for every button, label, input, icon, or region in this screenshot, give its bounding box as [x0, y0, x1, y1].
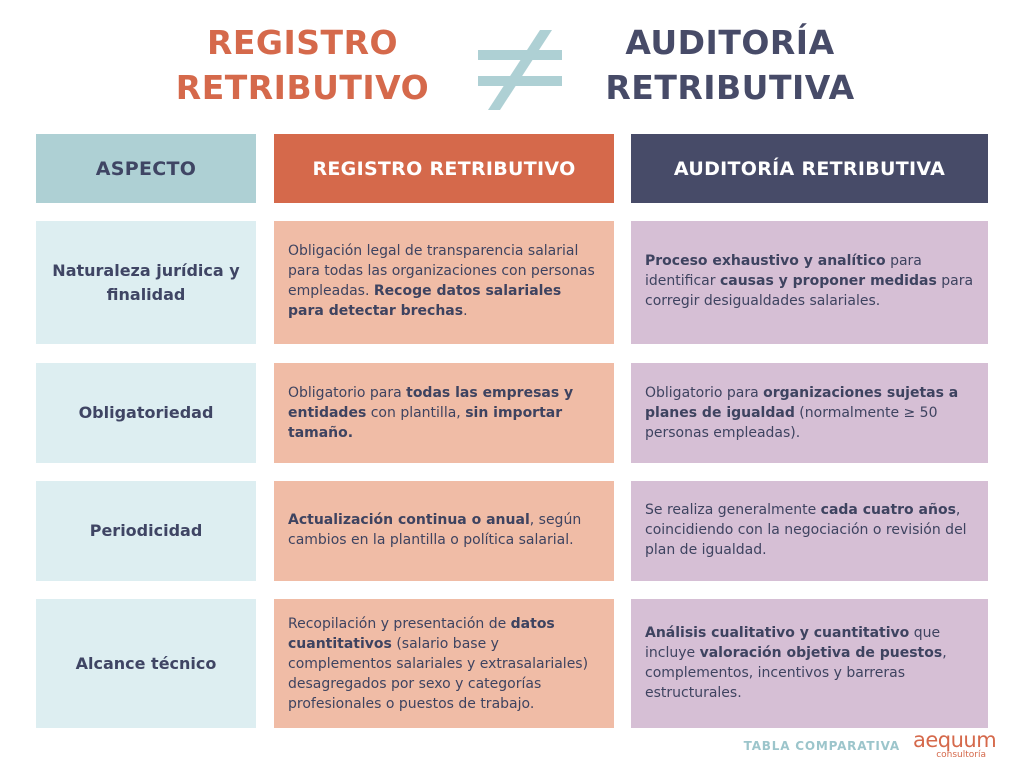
aspect-alcance: Alcance técnico — [36, 599, 256, 728]
cell-text: (normalmente ≥ 50 personas empleadas). — [645, 405, 938, 441]
auditoria-cell-alcance — [631, 599, 988, 728]
cell-text-bold: Recoge datos salariales para detectar brechas — [288, 283, 562, 319]
title-registro-line1: REGISTRO — [206, 23, 399, 62]
cell-text: para identificar — [645, 253, 922, 289]
cell-text: , complementos, incentivos y barreras estructurales. — [645, 645, 947, 701]
title-registro — [160, 20, 445, 110]
cell-text: que incluye — [645, 625, 941, 661]
header-registro: REGISTRO RETRIBUTIVO — [274, 134, 614, 203]
cell-text-bold: todas las empresas y entidades — [288, 385, 574, 421]
header-aspecto: ASPECTO — [36, 134, 256, 203]
cell-text-bold: Proceso exhaustivo y analítico — [645, 253, 886, 269]
title-auditoria — [585, 20, 875, 110]
registro-cell-obligatoriedad — [274, 363, 614, 463]
cell-text: , según cambios en la plantilla o política salarial. — [288, 512, 582, 548]
cell-text-bold: datos cuantitativos — [288, 616, 555, 652]
footer-label: TABLA COMPARATIVA — [743, 739, 900, 753]
title-registro-line2: RETRIBUTIVO — [175, 68, 430, 107]
title-auditoria-line2: RETRIBUTIVA — [605, 68, 855, 107]
registro-cell-periodicidad — [274, 481, 614, 581]
cell-text: Obligatorio para — [645, 385, 764, 401]
not-equal-icon — [474, 30, 566, 110]
auditoria-cell-periodicidad — [631, 481, 988, 581]
cell-text: (salario base y complementos salariales y extrasalariales) desagregados por sexo y categorías profesionales o puestos de trabajo. — [288, 636, 589, 712]
auditoria-cell-naturaleza — [631, 221, 988, 344]
cell-text-bold: Análisis cualitativo y cuantitativo — [645, 625, 910, 641]
registro-cell-naturaleza — [274, 221, 614, 344]
cell-text: Obligatorio para — [288, 385, 407, 401]
cell-text: , coincidiendo con la negociación o revisión del plan de igualdad. — [645, 502, 967, 558]
logo-word: aequum — [913, 728, 997, 752]
cell-text: Recopilación y presentación de — [288, 616, 511, 632]
cell-text: con plantilla, — [366, 405, 466, 421]
cell-text: Se realiza generalmente — [645, 502, 821, 518]
aspect-periodicidad: Periodicidad — [36, 481, 256, 581]
logo-sub: consultoría — [936, 750, 986, 760]
aequum-logo — [913, 728, 997, 762]
cell-text-bold: valoración objetiva de puestos — [699, 645, 943, 661]
cell-text-bold: Actualización continua o anual — [288, 512, 530, 528]
cell-text-bold: causas y proponer medidas — [719, 273, 937, 289]
cell-text-bold: organizaciones sujetas a planes de igualdad — [645, 385, 959, 421]
registro-cell-alcance — [274, 599, 614, 728]
aspect-obligatoriedad: Obligatoriedad — [36, 363, 256, 463]
auditoria-cell-obligatoriedad — [631, 363, 988, 463]
cell-text: para corregir desigualdades salariales. — [645, 273, 974, 309]
cell-text: Obligación legal de transparencia salarial para todas las organizaciones con personas empleadas. — [288, 243, 595, 299]
cell-text-bold: sin importar tamaño. — [288, 405, 563, 441]
title-auditoria-line1: AUDITORÍA — [625, 23, 835, 62]
aspect-naturaleza: Naturaleza jurídica y finalidad — [36, 221, 256, 344]
cell-text: . — [463, 303, 468, 319]
header-auditoria: AUDITORÍA RETRIBUTIVA — [631, 134, 988, 203]
cell-text-bold: cada cuatro años — [820, 502, 956, 518]
